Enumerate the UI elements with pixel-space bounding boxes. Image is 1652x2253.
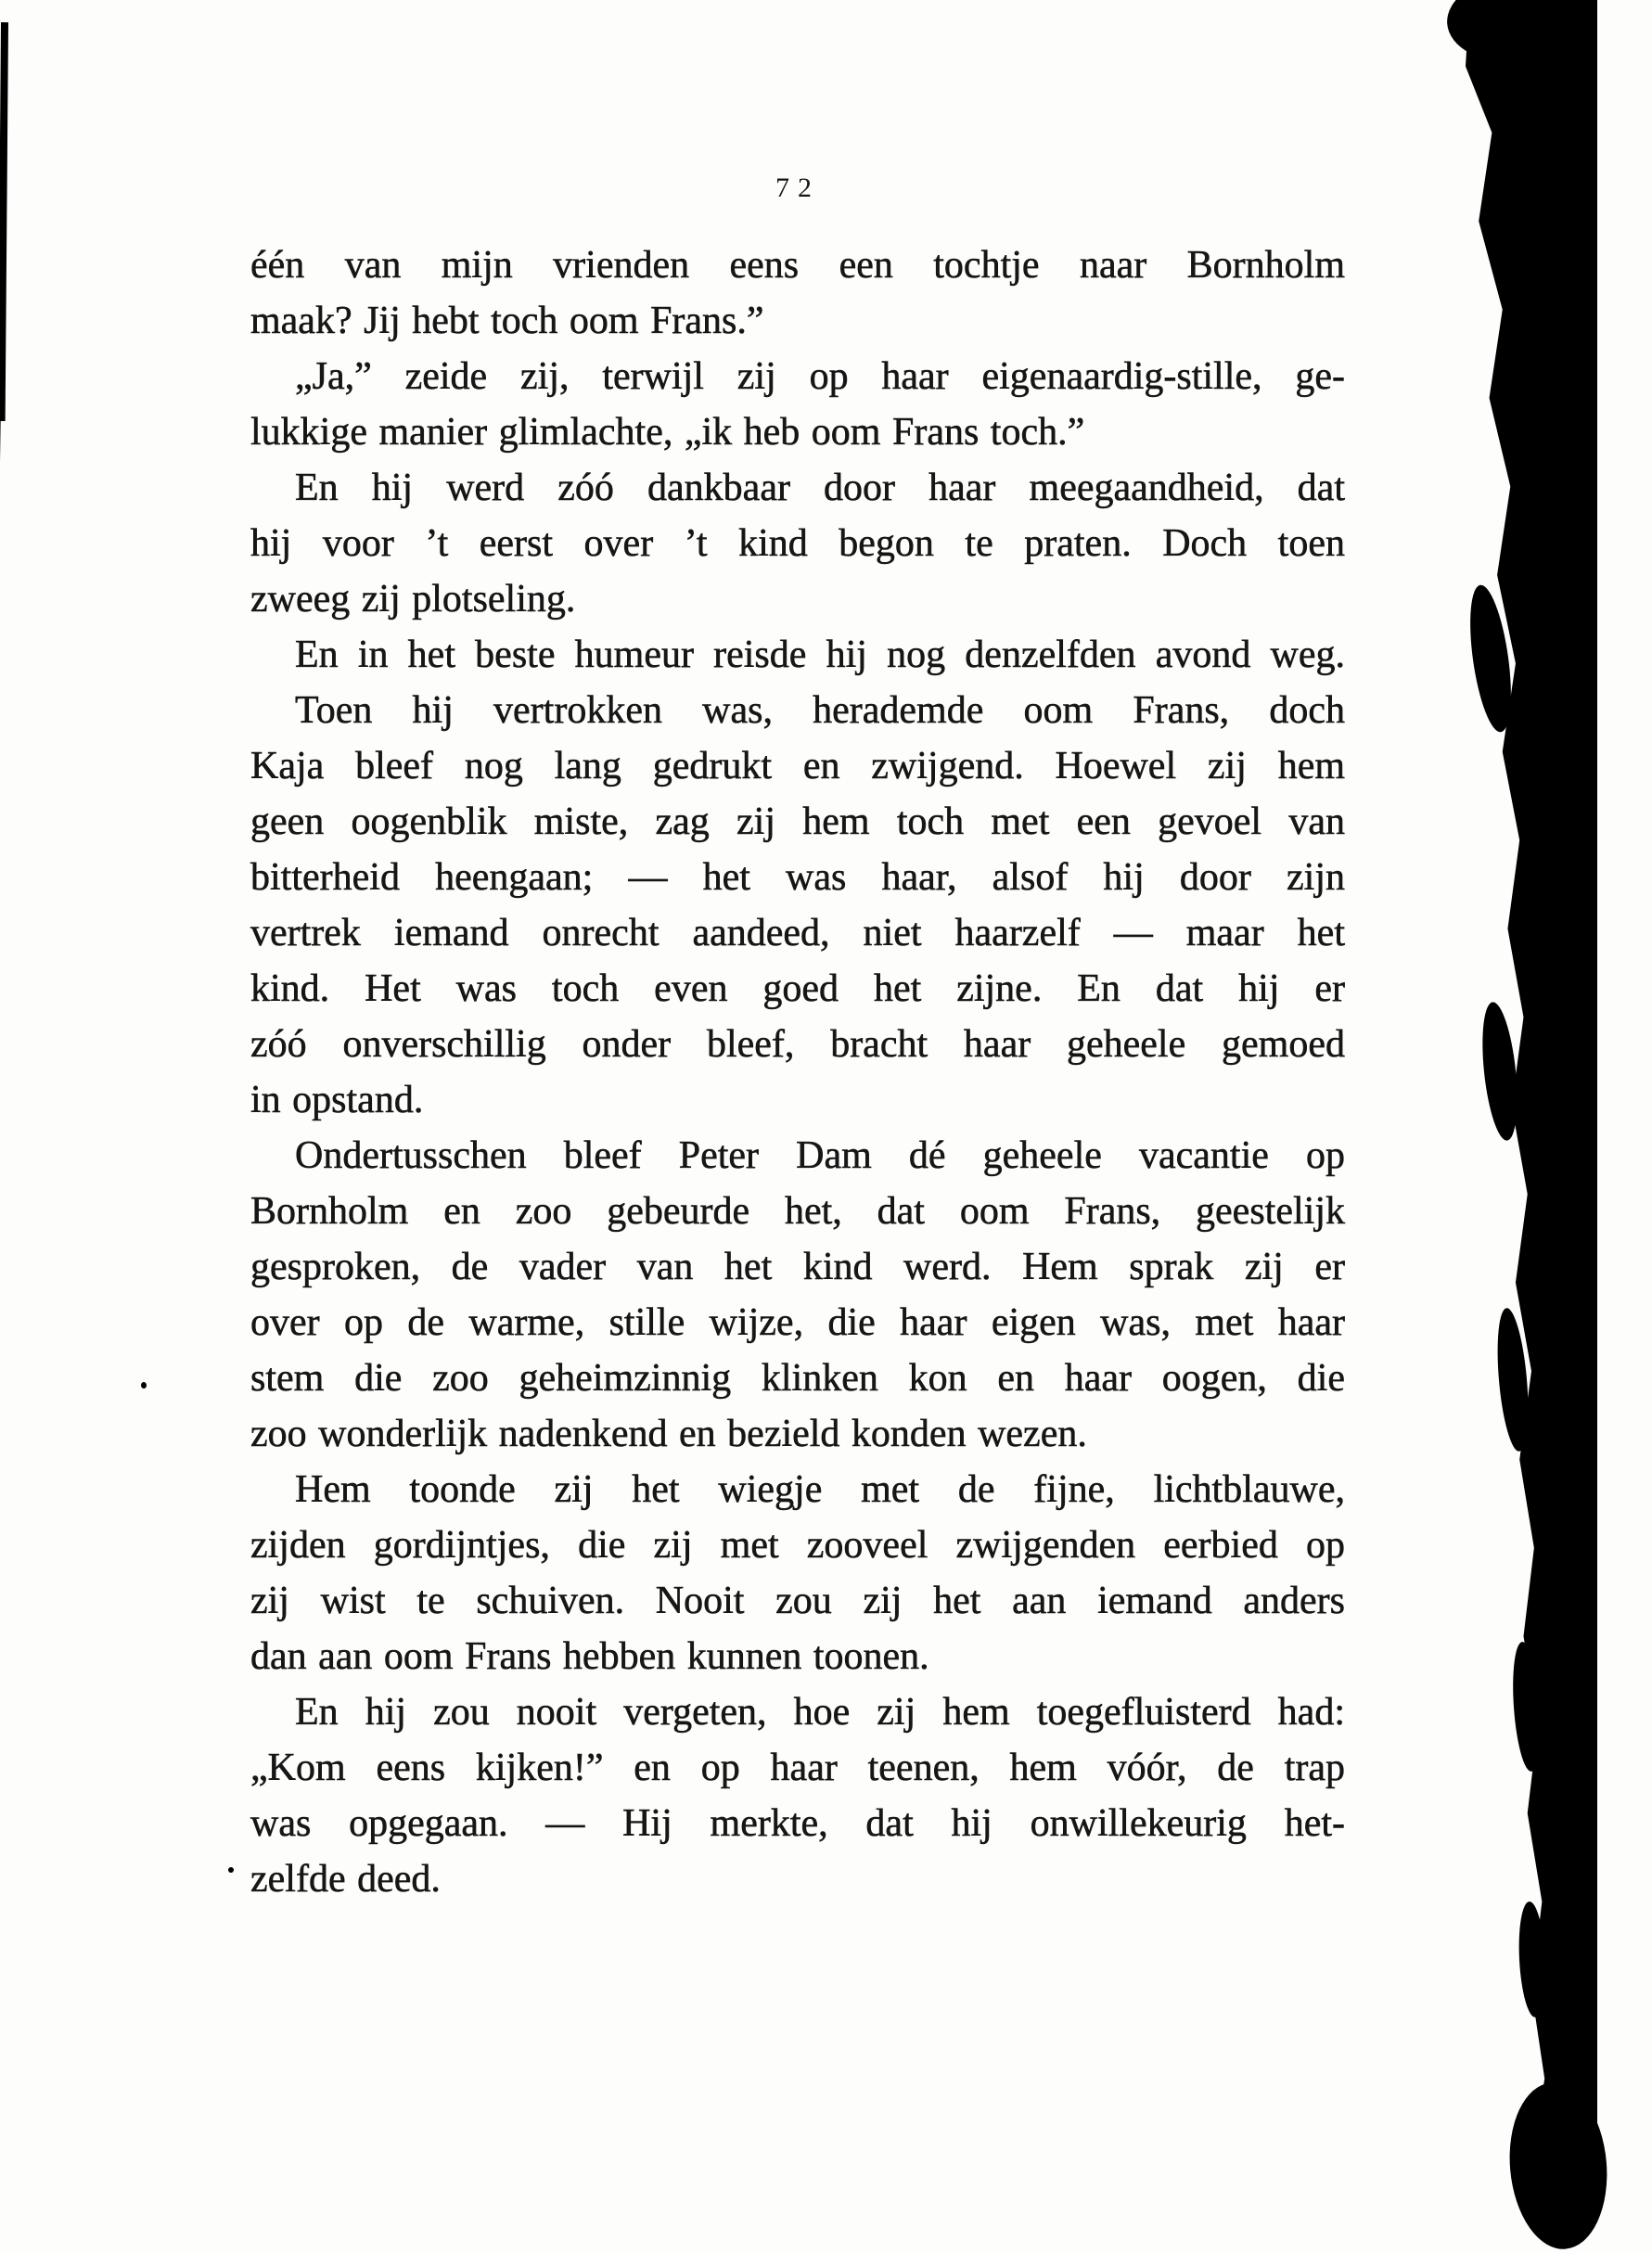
- text-line: maak? Jij hebt toch oom Frans.”: [250, 300, 764, 342]
- text-line: „Kom eens kijken!” en op haar teenen, hem vóór, de trap: [250, 1747, 1345, 1789]
- text-line: dan aan oom Frans hebben kunnen toonen.: [250, 1635, 929, 1678]
- left-binding-line-top: [0, 22, 8, 421]
- text-line: Bornholm en zoo gebeurde het, dat oom Frans, geestelijk: [250, 1190, 1345, 1233]
- text-line: lukkige manier glimlachte, „ik heb oom Frans toch.”: [250, 411, 1085, 454]
- text-line: Toen hij vertrokken was, herademde oom Frans, doch: [295, 689, 1345, 732]
- text-line: Hem toonde zij het wiegje met de fijne, lichtblauwe,: [295, 1468, 1345, 1511]
- text-block: [250, 237, 1345, 1907]
- text-line: zij wist te schuiven. Nooit zou zij het aan iemand anders: [250, 1580, 1345, 1622]
- text-line: vertrek iemand onrecht aandeed, niet haarzelf — maar het: [250, 912, 1345, 954]
- text-line: bitterheid heengaan; — het was haar, alsof hij door zijn: [250, 856, 1345, 899]
- text-line: En in het beste humeur reisde hij nog denzelfden avond weg.: [295, 634, 1345, 676]
- text-line: was opgegaan. — Hij merkte, dat hij onwillekeurig het-: [250, 1802, 1345, 1845]
- ink-speck: [141, 1382, 147, 1389]
- text-line: over op de warme, stille wijze, die haar eigen was, met haar: [250, 1301, 1345, 1344]
- text-line: zijden gordijntjes, die zij met zooveel zwijgenden eerbied op: [250, 1524, 1345, 1567]
- text-line: geen oogenblik miste, zag zij hem toch met een gevoel van: [250, 800, 1345, 843]
- text-line: stem die zoo geheimzinnig klinken kon en haar oogen, die: [250, 1357, 1345, 1400]
- text-line: zóó onverschillig onder bleef, bracht haar geheele gemoed: [250, 1023, 1345, 1066]
- text-line: één van mijn vrienden eens een tochtje naar Bornholm: [250, 244, 1345, 287]
- scan-gutter-shadow: [1466, 0, 1597, 2211]
- text-line: kind. Het was toch even goed het zijne. En dat hij er: [250, 967, 1345, 1010]
- gutter-shadow-blob: [1477, 1001, 1522, 1143]
- text-line: En hij werd zóó dankbaar door haar meegaandheid, dat: [295, 467, 1345, 509]
- text-line: in opstand.: [250, 1079, 424, 1121]
- page-number: 72: [775, 173, 820, 203]
- text-line: „Ja,” zeide zij, terwijl zij op haar eigenaardig-stille, ge-: [295, 355, 1345, 398]
- text-line: Kaja bleef nog lang gedrukt en zwijgend. Hoewel zij hem: [250, 745, 1345, 787]
- text-line: zelfde deed.: [250, 1858, 441, 1901]
- text-line: Ondertusschen bleef Peter Dam dé geheele vacantie op: [295, 1134, 1345, 1177]
- text-line: zoo wonderlijk nadenkend en bezield konden wezen.: [250, 1413, 1087, 1455]
- ink-speck: [228, 1867, 234, 1873]
- text-line: gesproken, de vader van het kind werd. Hem sprak zij er: [250, 1246, 1345, 1288]
- text-line: hij voor ’t eerst over ’t kind begon te praten. Doch toen: [250, 522, 1345, 565]
- text-line: zweeg zij plotseling.: [250, 578, 576, 621]
- text-line: En hij zou nooit vergeten, hoe zij hem toegefluisterd had:: [295, 1691, 1345, 1734]
